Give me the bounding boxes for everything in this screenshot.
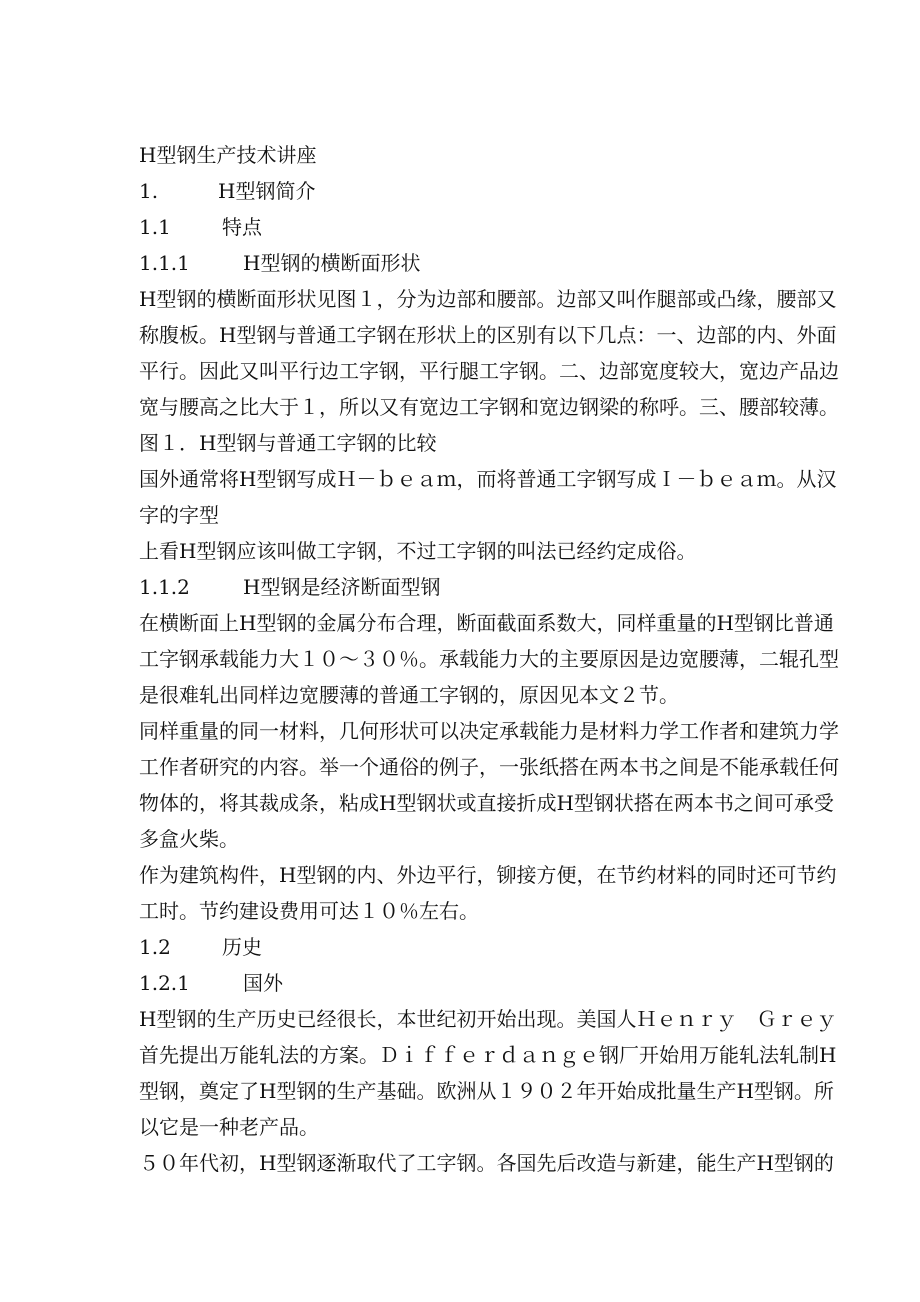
paragraph-line: 同样重量的同一材料，几何形状可以决定承载能力是材料力学工作者和建筑力学 [139,719,839,743]
paragraph-line: 工字钢承载能力大１０～３０％。承载能力大的主要原因是边宽腰薄，二辊孔型 [139,647,839,671]
heading-text: 国外 [243,971,283,995]
paragraph-line: 物体的，将其裁成条，粘成H型钢状或直接折成H型钢状搭在两本书之间可承受 [139,791,834,815]
paragraph-line: 国外通常将H型钢写成Ｈ－ｂｅａｍ，而将普通工字钢写成Ｉ－ｂｅａｍ。从汉 [139,467,837,491]
paragraph-line: ５０年代初，H型钢逐渐取代了工字钢。各国先后改造与新建，能生产H型钢的 [139,1151,834,1175]
paragraph-line: 字的字型 [139,503,219,527]
paragraph-line: 工作者研究的内容。举一个通俗的例子，一张纸搭在两本书之间是不能承载任何 [139,755,839,779]
paragraph-line: 以它是一种老产品。 [139,1115,319,1139]
heading-text: H型钢是经济断面型钢 [243,575,441,599]
document-title: H型钢生产技术讲座 [139,143,317,167]
heading-number: 1. [139,179,159,203]
heading-text: H型钢的横断面形状 [243,251,421,275]
paragraph-line: 称腹板。H型钢与普通工字钢在形状上的区别有以下几点：一、边部的内、外面 [139,323,837,347]
paragraph-line: 宽与腰高之比大于１，所以又有宽边工字钢和宽边钢梁的称呼。三、腰部较薄。 [139,395,839,419]
heading-text: 历史 [222,935,262,959]
paragraph-line: 是很难轧出同样边宽腰薄的普通工字钢的，原因见本文２节。 [139,683,679,707]
heading-number: 1.2.1 [139,971,190,995]
heading-text: H型钢简介 [218,179,316,203]
paragraph-line: 在横断面上H型钢的金属分布合理，断面截面系数大，同样重量的H型钢比普通 [139,611,834,635]
paragraph-line: 工时。节约建设费用可达１０％左右。 [139,899,479,923]
heading-number: 1.1 [139,215,171,239]
paragraph-line: 多盒火柴。 [139,827,239,851]
paragraph-line: 平行。因此又叫平行边工字钢，平行腿工字钢。二、边部宽度较大，宽边产品边 [139,359,839,383]
paragraph-line: H型钢的生产历史已经很长，本世纪初开始出现。美国人Ｈｅｎｒｙ Ｇｒｅｙ [139,1007,837,1031]
heading-text: 特点 [222,215,262,239]
paragraph-line: 作为建筑构件，H型钢的内、外边平行，铆接方便，在节约材料的同时还可节约 [139,863,837,887]
paragraph-line: H型钢的横断面形状见图１，分为边部和腰部。边部又叫作腿部或凸缘，腰部又 [139,287,837,311]
heading-number: 1.2 [139,935,171,959]
heading-number: 1.1.2 [139,575,190,599]
heading-number: 1.1.1 [139,251,190,275]
paragraph-line: 上看H型钢应该叫做工字钢，不过工字钢的叫法已经约定成俗。 [139,539,697,563]
paragraph-line: 首先提出万能轧法的方案。Ｄｉｆｆｅｒｄａｎｇｅ钢厂开始用万能轧法轧制H [139,1043,837,1067]
paragraph-line: 型钢，奠定了H型钢的生产基础。欧洲从１９０２年开始成批量生产H型钢。所 [139,1079,834,1103]
figure-caption: 图１．H型钢与普通工字钢的比较 [139,431,437,455]
